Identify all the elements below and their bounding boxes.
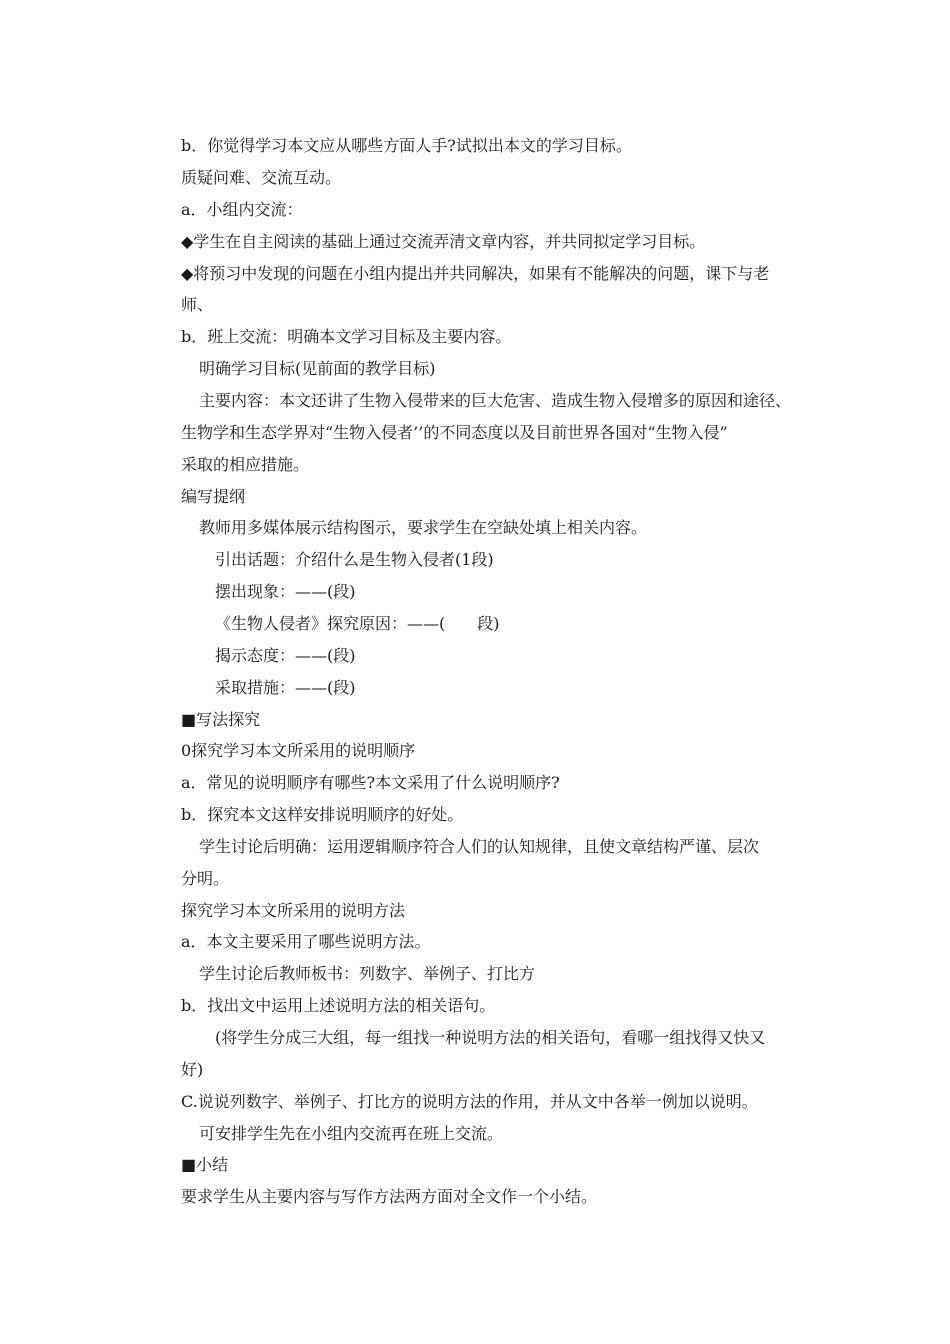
- section-heading: ■写法探究: [181, 710, 261, 729]
- text-line: ◆学生在自主阅读的基础上通过交流弄清文章内容，并共同拟定学习目标。: [181, 232, 706, 251]
- text-line: ◆将预习中发现的问题在小组内提出并共同解决，如果有不能解决的问题，课下与老: [181, 264, 770, 283]
- text-line: a．小组内交流：: [181, 200, 303, 219]
- text-line: 生物学和生态学界对“生物入侵者’’的不同态度以及目前世界各国对“生物入侵”: [181, 423, 728, 442]
- text-line: 教师用多媒体展示结构图示，要求学生在空缺处填上相关内容。: [199, 518, 648, 537]
- text-line: 好): [181, 1060, 204, 1079]
- text-line: 采取的相应措施。: [181, 455, 310, 474]
- text-line: 质疑问难、交流互动。: [181, 168, 342, 187]
- text-line: b．你觉得学习本文应从哪些方面人手?试拟出本文的学习目标。: [181, 136, 632, 155]
- outline-item: 摆出现象：——(段): [215, 582, 356, 601]
- text-line: b．班上交流：明确本文学习目标及主要内容。: [181, 327, 512, 346]
- text-line: 探究学习本文所采用的说明方法: [181, 901, 406, 920]
- section-heading: ■小结: [181, 1155, 229, 1174]
- text-line: 要求学生从主要内容与写作方法两方面对全文作一个小结。: [181, 1187, 598, 1206]
- text-line: 分明。: [181, 869, 230, 888]
- text-line: 主要内容：本文还讲了生物入侵带来的巨大危害、造成生物入侵增多的原因和途径、: [199, 391, 792, 410]
- text-line: 明确学习目标(见前面的教学目标): [199, 359, 436, 378]
- text-line: 可安排学生先在小组内交流再在班上交流。: [199, 1124, 504, 1143]
- outline-item: 引出话题：介绍什么是生物入侵者(1段): [215, 550, 494, 569]
- text-line: b．探究本文这样安排说明顺序的好处。: [181, 805, 464, 824]
- text-line: a．本文主要采用了哪些说明方法。: [181, 932, 431, 951]
- section-heading: 编写提纲: [181, 487, 246, 506]
- outline-item: 揭示态度：——(段): [215, 646, 356, 665]
- text-line: C.说说列数字、举例子、打比方的说明方法的作用，并从文中各举一例加以说明。: [181, 1092, 758, 1111]
- text-line: (将学生分成三大组，每一组找一种说明方法的相关语句，看哪一组找得又快又: [215, 1028, 766, 1047]
- text-line: a．常见的说明顺序有哪些?本文采用了什么说明顺序?: [181, 773, 560, 792]
- text-line: b．找出文中运用上述说明方法的相关语句。: [181, 996, 496, 1015]
- text-line: 学生讨论后明确：运用逻辑顺序符合人们的认知规律，且使文章结构严谨、层次: [199, 837, 760, 856]
- outline-item: 《生物人侵者》探究原因：——( 段): [215, 614, 500, 633]
- text-line: 0探究学习本文所采用的说明顺序: [181, 741, 416, 760]
- text-line: 学生讨论后教师板书：列数字、举例子、打比方: [199, 964, 536, 983]
- text-line: 师、: [181, 295, 214, 314]
- outline-item: 采取措施：——(段): [215, 678, 356, 697]
